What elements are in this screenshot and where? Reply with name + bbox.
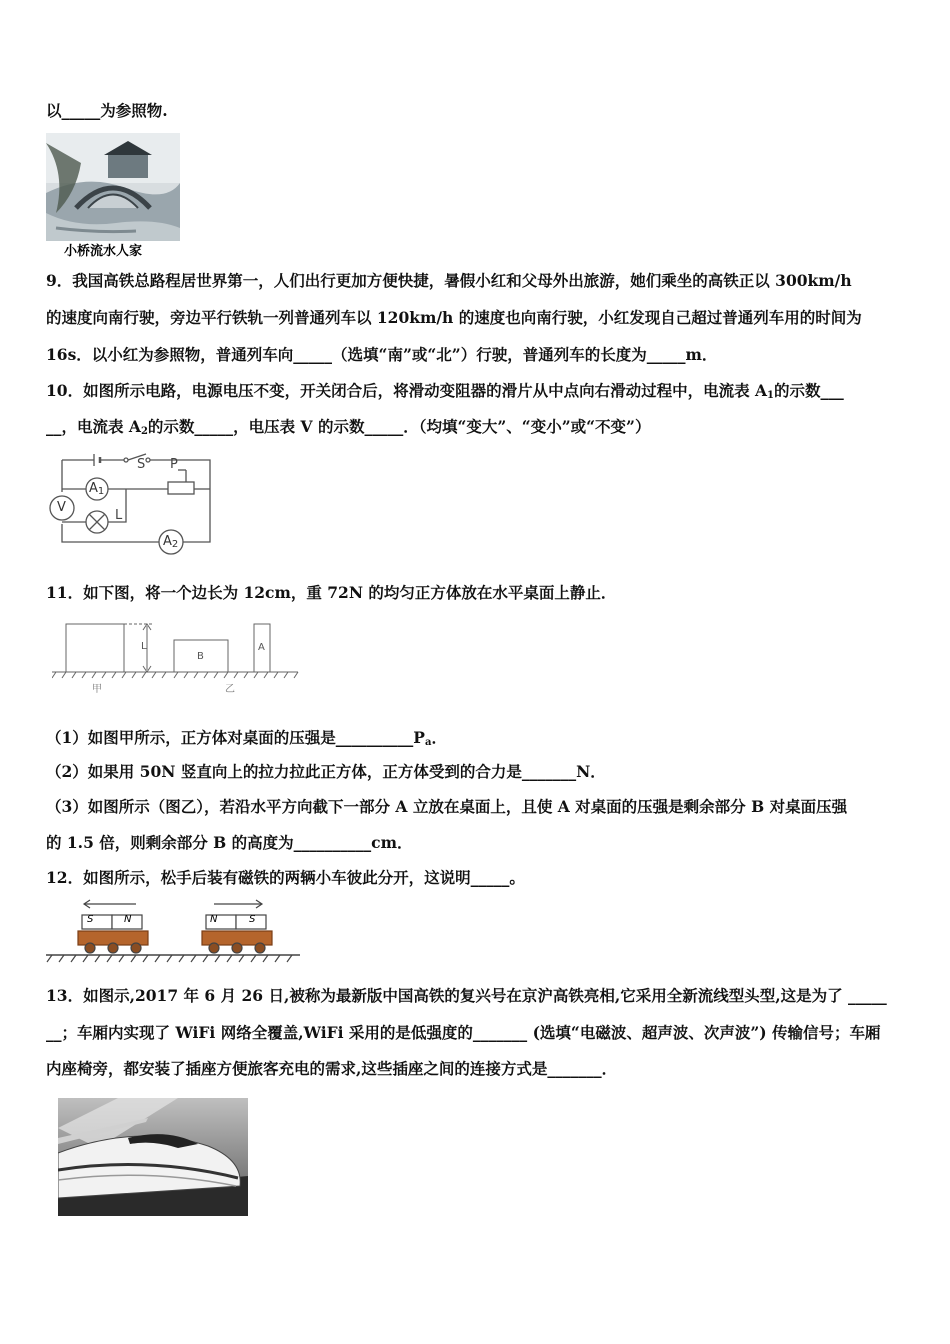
blocks-diagram — [52, 618, 302, 696]
q10-text-1: 10．如图所示电路，电源电压不变，开关闭合后，将滑动变阻器的滑片从中点向右滑动过程中，电流表 A — [46, 381, 767, 400]
switch-label: S — [137, 457, 146, 472]
pa-subscript: a — [424, 737, 432, 748]
blocks-svg — [52, 618, 302, 696]
voltmeter-label: V — [57, 500, 66, 515]
a2-subscript: 2 — [140, 426, 148, 437]
bridge-caption: 小桥流水人家 — [64, 244, 143, 259]
magnet-carts-diagram — [46, 898, 300, 970]
q13-line-3: 内座椅旁，都安装了插座方便旅客充电的需求,这些插座之间的连接方式是_______． — [46, 1059, 618, 1078]
block-a-label: A — [258, 642, 265, 653]
q11-part1 — [46, 728, 447, 753]
q10-text-4: 的示数_____，电压表 V 的示数_____．（均填“变大”、“变小”或“不变”） — [147, 417, 651, 436]
a2-letter: A — [163, 534, 172, 549]
lamp-label: L — [115, 508, 123, 523]
a1-letter: A — [89, 481, 98, 496]
q11-part3-line1: （3）如图所示（图乙），若沿水平方向截下一部分 A 立放在桌面上，且使 A 对桌面的压强是剩余部分 B 对桌面压强 — [46, 797, 848, 816]
q11-part3-line2: 的 1.5 倍，则剩余部分 B 的高度为__________cm． — [46, 833, 413, 852]
bridge-illustration — [46, 133, 180, 257]
q13-line-2: __；车厢内实现了 WiFi 网络全覆盖,WiFi 采用的是低强度的_______ (选填“电磁波、超声波、次声波”) 传输信号；车厢 — [46, 1023, 881, 1042]
q10-line-1 — [46, 381, 844, 406]
q10-text-2: 的示数___ — [773, 381, 844, 400]
text-line: 以_____为参照物. — [46, 101, 168, 120]
cart2-s-pole: S — [249, 914, 256, 925]
cart1-s-pole: S — [87, 914, 94, 925]
q10-text-3: __，电流表 A — [46, 417, 141, 436]
train-illustration — [58, 1098, 248, 1216]
block-b-label: B — [197, 651, 204, 662]
q12-line: 12．如图所示，松手后装有磁铁的两辆小车彼此分开，这说明_____。 — [46, 868, 525, 887]
ammeter-a1-label — [89, 481, 104, 497]
a2-fig-sub: 2 — [171, 539, 179, 550]
q10-line-2 — [46, 417, 650, 442]
height-label: L — [141, 641, 147, 652]
q9-line-2: 的速度向南行驶，旁边平行铁轨一列普通列车以 120km/h 的速度也向南行驶，小红发现自己超过普通列车用的时间为 — [46, 308, 862, 327]
cart1-n-pole: N — [124, 914, 132, 925]
bridge-photo — [46, 133, 180, 257]
fig-jia-label: 甲 — [92, 684, 102, 695]
a1-subscript: 1 — [767, 390, 774, 401]
train-photo — [58, 1098, 248, 1216]
q11-part1-text: （1）如图甲所示，正方体对桌面的压强是__________P — [46, 728, 425, 747]
q11-part1-end: ． — [431, 728, 447, 747]
q13-line-1: 13．如图示,2017 年 6 月 26 日,被称为最新版中国高铁的复兴号在京沪高铁亮相,它采用全新流线型头型,这是为了 _____ — [46, 986, 887, 1005]
fig-yi-label: 乙 — [225, 684, 235, 695]
ammeter-a2-label — [163, 534, 178, 550]
q11-part2: （2）如果用 50N 竖直向上的拉力拉此正方体，正方体受到的合力是_______N． — [46, 762, 606, 781]
circuit-svg — [46, 452, 216, 558]
carts-svg — [46, 898, 300, 970]
q11-line: 11．如下图，将一个边长为 12cm，重 72N 的均匀正方体放在水平桌面上静止． — [46, 583, 617, 602]
circuit-diagram — [46, 452, 216, 558]
q9-line-1: 9．我国高铁总路程居世界第一，人们出行更加方便快捷，暑假小红和父母外出旅游，她们乘坐的高铁正以 300km/h — [46, 271, 852, 290]
a1-fig-sub: 1 — [97, 486, 105, 497]
cart2-n-pole: N — [210, 914, 218, 925]
slider-label: P — [170, 457, 178, 472]
q9-line-3: 16s．以小红为参照物，普通列车向_____（选填“南”或“北”）行驶，普通列车的长度为_____m． — [46, 345, 718, 364]
